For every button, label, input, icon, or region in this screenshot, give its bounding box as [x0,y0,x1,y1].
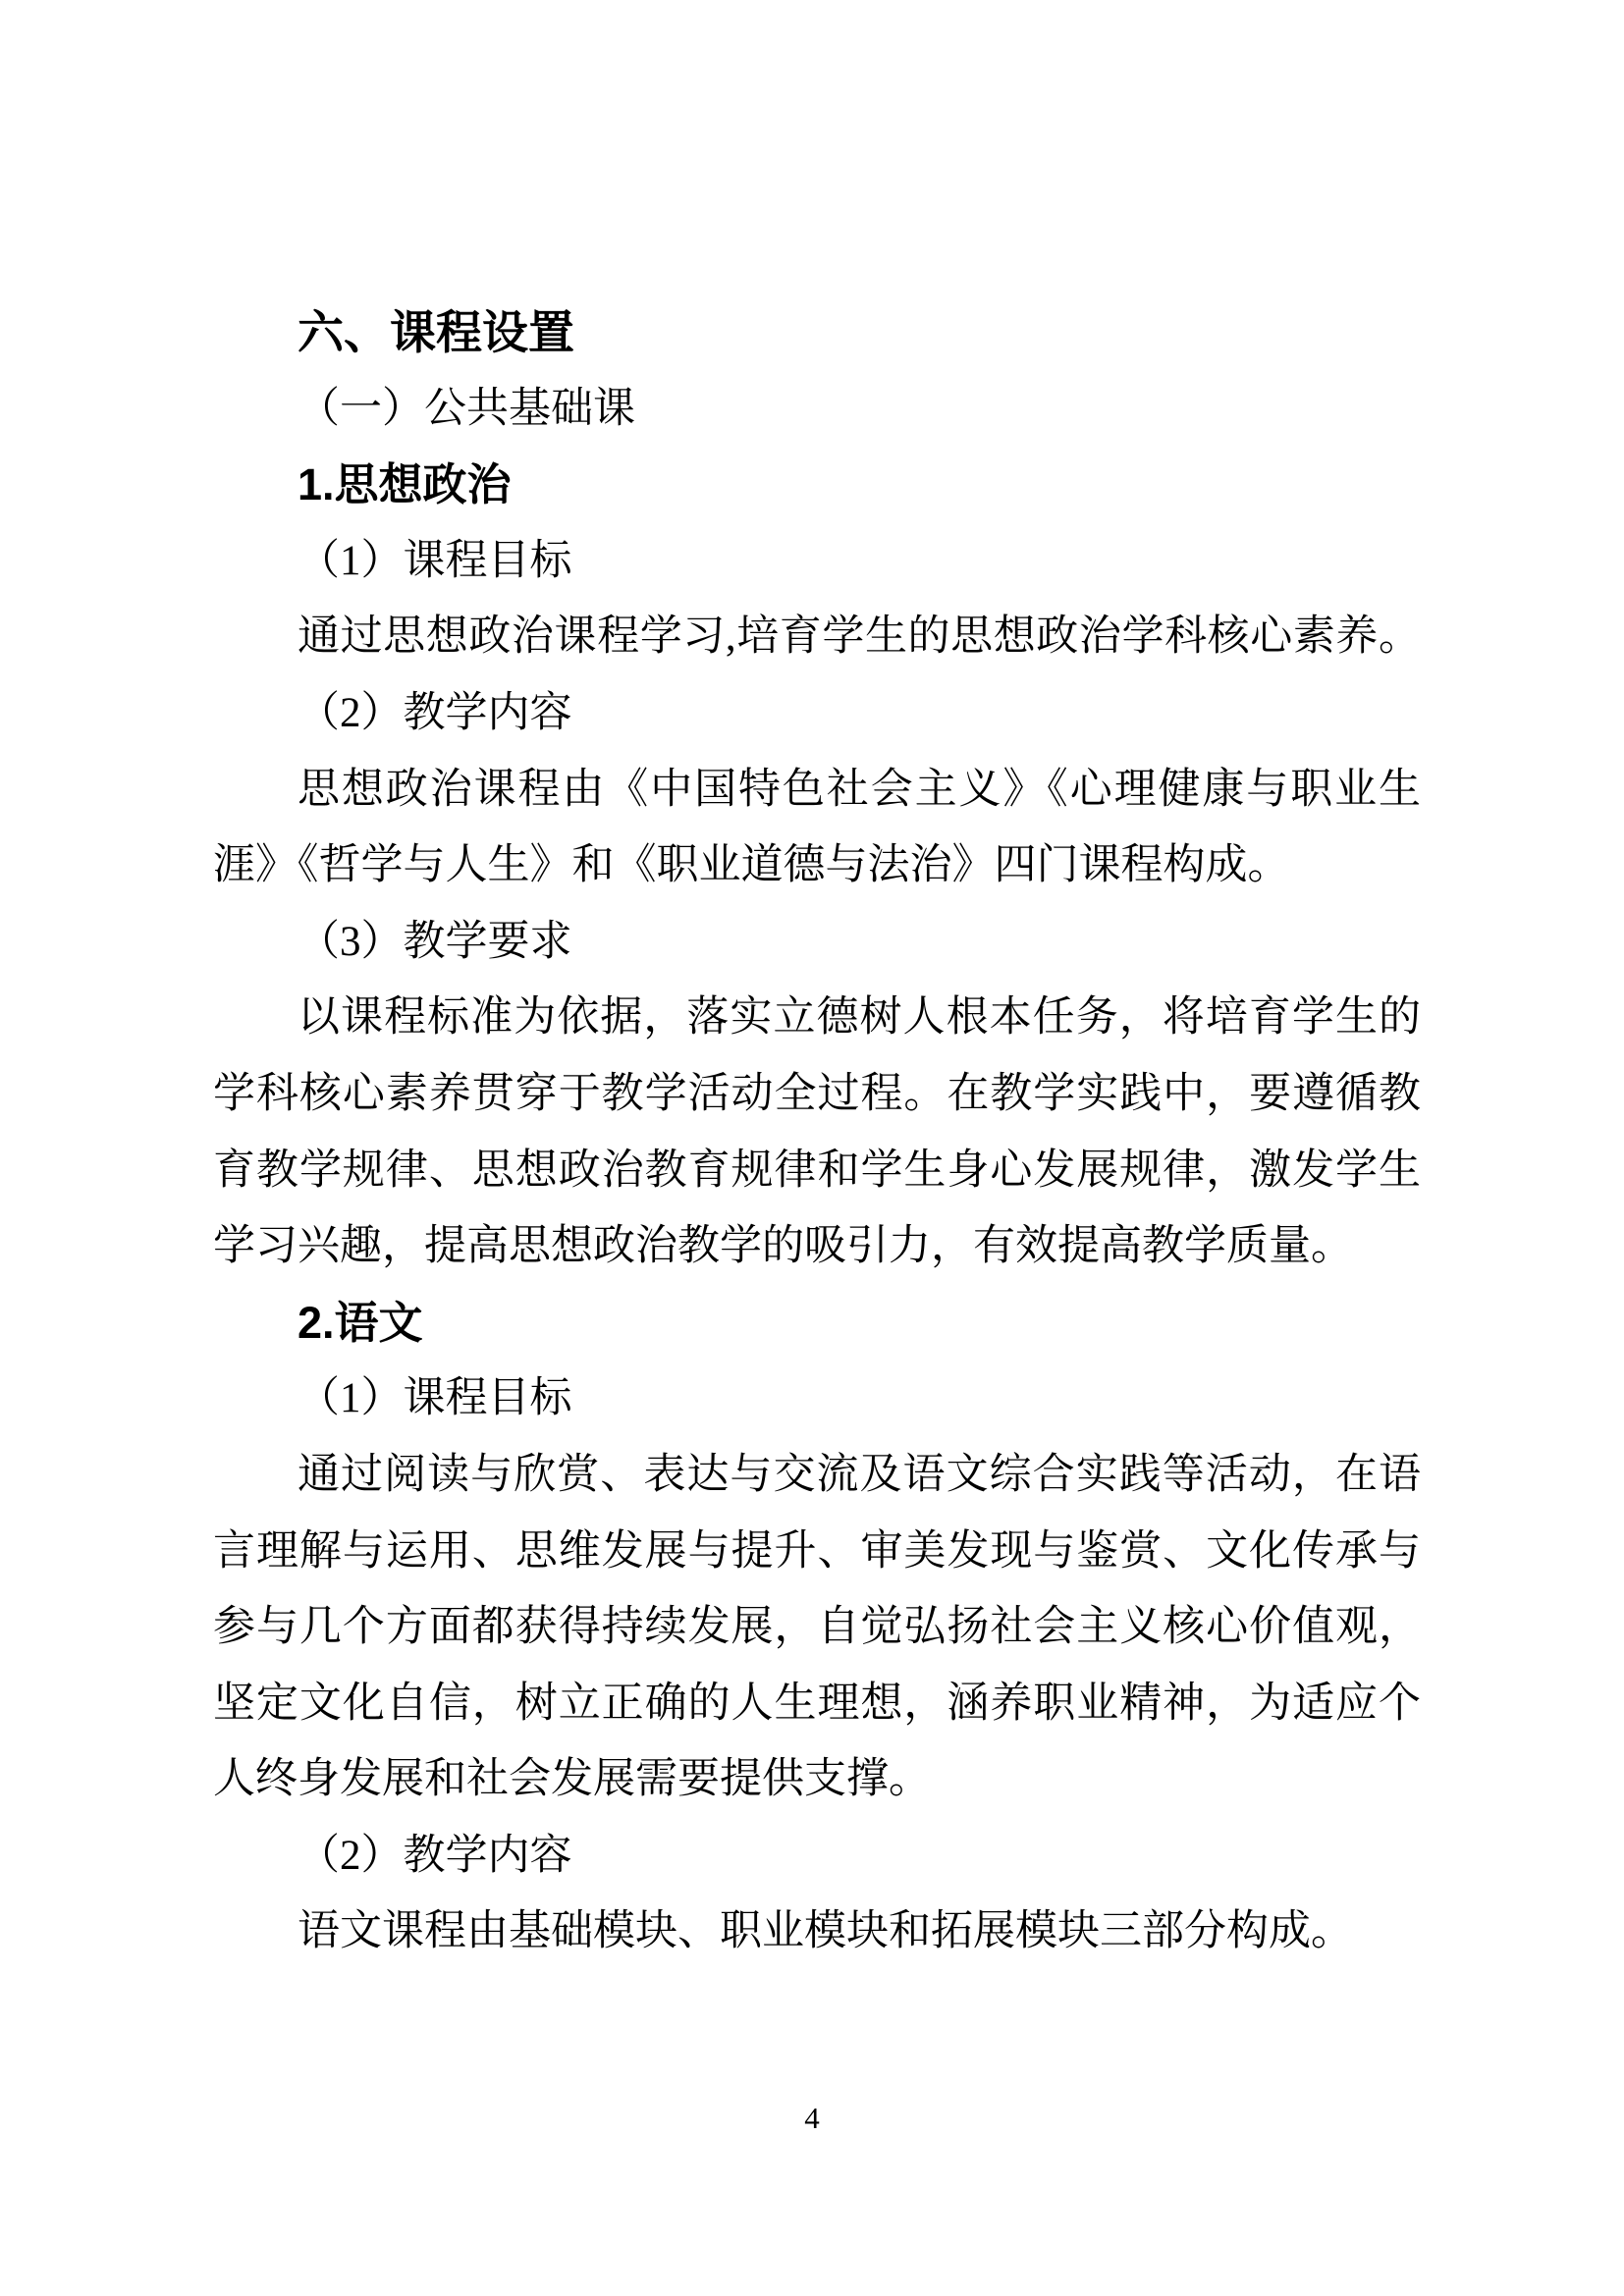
text-line: 以课程标准为依据，落实立德树人根本任务，将培育学生的 [298,994,1421,1041]
text-line: 坚定文化自信，树立正确的人生理想，涵养职业精神，为适应个 [213,1680,1421,1727]
text-line: 学科核心素养贯穿于教学活动全过程。在教学实践中，要遵循教 [213,1070,1421,1117]
text-line: （3）教学要求 [298,918,572,965]
text-line: 通过思想政治课程学习,培育学生的思想政治学科核心素养。 [298,614,1421,661]
text-line: （2）教学内容 [298,1832,572,1879]
text-line: 学习兴趣，提高思想政治教学的吸引力，有效提高教学质量。 [213,1223,1353,1270]
text-line: 育教学规律、思想政治教育规律和学生身心发展规律，激发学生 [213,1147,1421,1194]
text-line: 2.语文 [298,1297,423,1348]
text-line: （一）公共基础课 [298,385,635,432]
text-line: （1）课程目标 [298,1375,572,1422]
text-line: 参与几个方面都获得持续发展，自觉弘扬社会主义核心价值观， [213,1604,1421,1651]
text-line: 思想政治课程由《中国特色社会主义》《心理健康与职业生 [298,766,1421,813]
text-line: 人终身发展和社会发展需要提供支撑。 [213,1756,931,1803]
text-line: 涯》《哲学与人生》和《职业道德与法治》四门课程构成。 [213,842,1290,889]
text-block [213,294,1421,1970]
text-line: （2）教学内容 [298,689,572,736]
page-number: 4 [804,2101,820,2135]
text-line: 1.思想政治 [298,459,512,510]
text-line: 语文课程由基础模块、职业模块和拓展模块三部分构成。 [298,1908,1353,1955]
text-line: 言理解与运用、思维发展与提升、审美发现与鉴赏、文化传承与 [213,1527,1421,1575]
text-line: （1）课程目标 [298,537,572,584]
text-line: 通过阅读与欣赏、表达与交流及语文综合实践等活动，在语 [298,1451,1421,1498]
text-line: 六、课程设置 [298,306,574,358]
